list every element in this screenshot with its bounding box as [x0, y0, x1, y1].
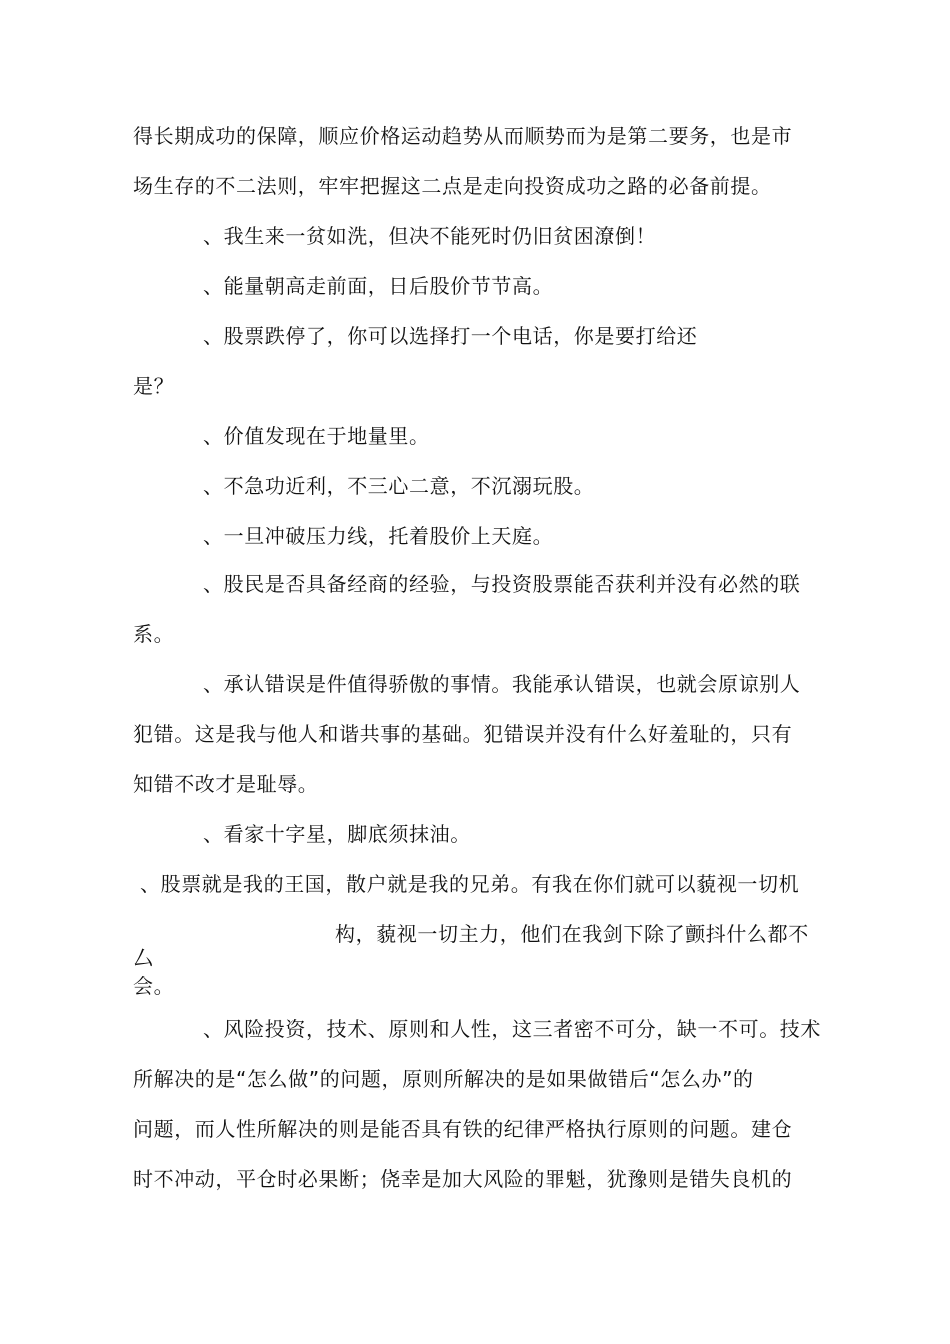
text-line: 时不冲动，平仓时必果断；侥幸是加大风险的罪魁，犹豫则是错失良机的 — [133, 1167, 793, 1191]
text-line: 、不急功近利，不三心二意，不沉溺玩股。 — [203, 474, 595, 498]
text-line: 、我生来一贫如洗，但决不能死时仍旧贫困潦倒！ — [203, 224, 657, 248]
text-line: 是？ — [133, 374, 175, 398]
text-line: 、股票就是我的王国，散户就是我的兄弟。有我在你们就可以藐视一切机 — [140, 872, 800, 896]
text-line: 、承认错误是件值得骄傲的事情。我能承认错误，也就会原谅别人 — [203, 672, 801, 696]
text-line: 会。 — [133, 974, 175, 998]
text-line: 所解决的是“怎么做”的问题，原则所解决的是如果做错后“怎么办”的 — [133, 1067, 754, 1091]
text-line: 厶 — [133, 946, 154, 970]
text-line: 构，藐视一切主力，他们在我剑下除了颤抖什么都不 — [335, 922, 809, 946]
text-line: 场生存的不二法则，牢牢把握这二点是走向投资成功之路的必备前提。 — [133, 174, 772, 198]
text-line: 问题，而人性所解决的则是能否具有铁的纪律严格执行原则的问题。建仓 — [133, 1117, 793, 1141]
text-line: 犯错。这是我与他人和谐共事的基础。犯错误并没有什么好羞耻的，只有 — [133, 722, 793, 746]
text-line: 得长期成功的保障，顺应价格运动趋势从而顺势而为是第二要务，也是市 — [133, 124, 793, 148]
text-line: 、风险投资，技术、原则和人性，这三者密不可分，缺一不可。技术 — [203, 1017, 821, 1041]
text-line: 、能量朝高走前面，日后股价节节高。 — [203, 274, 554, 298]
text-line: 系。 — [133, 622, 175, 646]
text-line: 、看家十字星，脚底须抹油。 — [203, 822, 471, 846]
text-line: 、一旦冲破压力线，托着股价上天庭。 — [203, 524, 554, 548]
text-line: 、股票跌停了，你可以选择打一个电话，你是要打给还 — [203, 324, 698, 348]
text-line: 、价值发现在于地量里。 — [203, 424, 430, 448]
text-line: 知错不改才是耻辱。 — [133, 772, 319, 796]
text-line: 、股民是否具备经商的经验，与投资股票能否获利并没有必然的联 — [203, 572, 801, 596]
